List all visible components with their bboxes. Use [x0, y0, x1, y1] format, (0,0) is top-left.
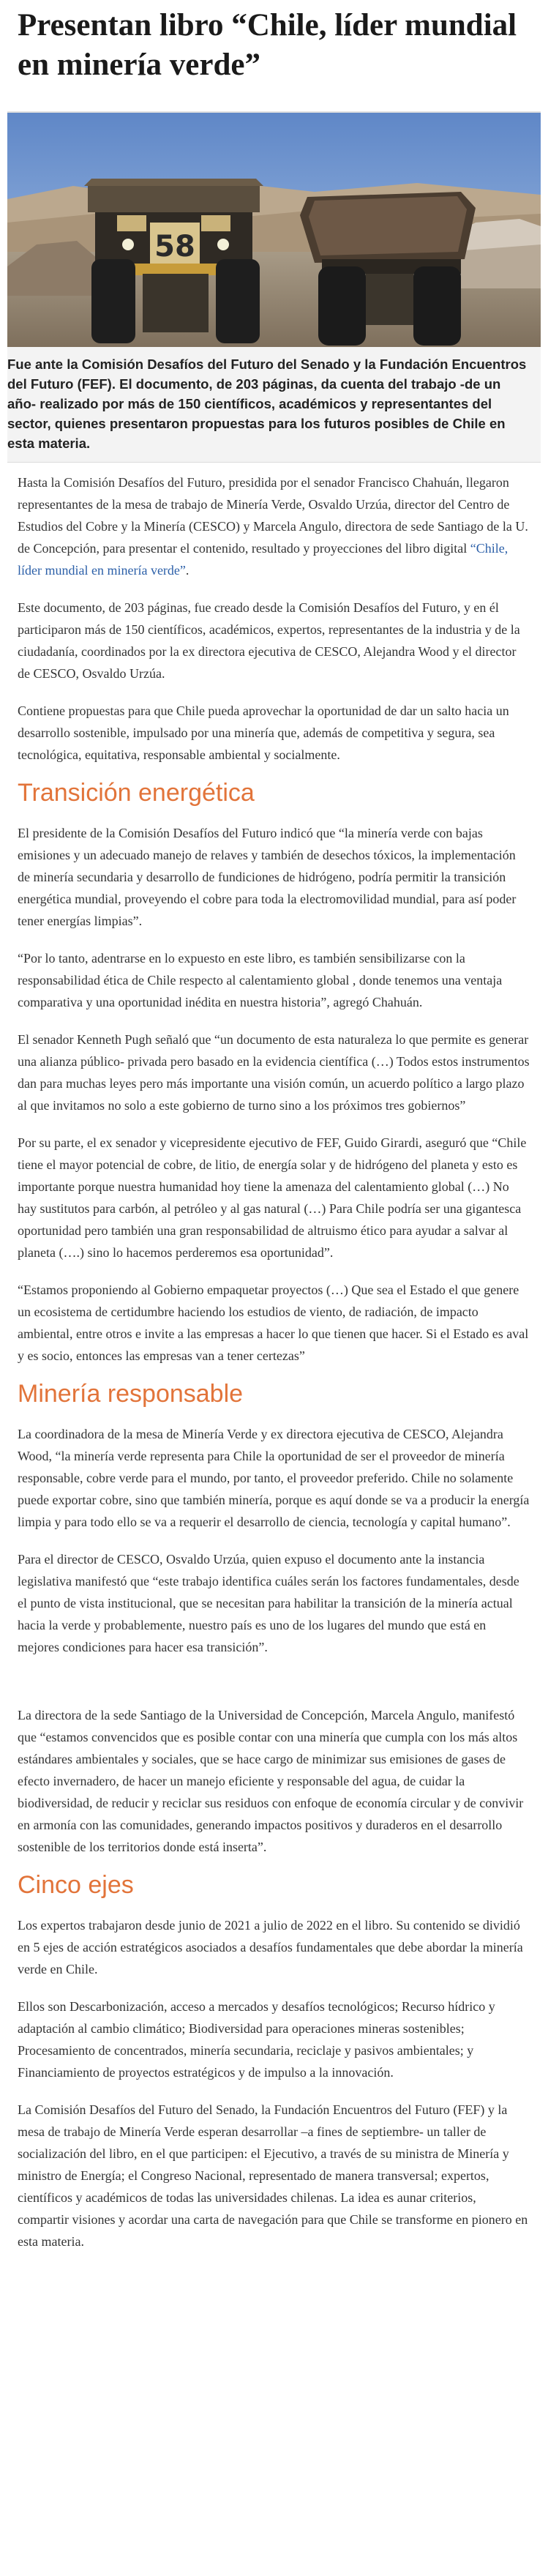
- truck-left: [84, 179, 263, 343]
- article-title: Presentan libro “Chile, líder mundial en minería verde”: [18, 8, 517, 82]
- intro-paragraph-1: [18, 471, 530, 581]
- paragraph: Ellos son Descarbonización, acceso a mercados y desafíos tecnológicos; Recurso hídrico y adaptación al cambio climático; Biodiversidad para operaciones mineras sostenibles; Procesamiento de concentrados, minería secundaria, reciclaje y pasivos ambientales; y Financiamiento de proyectos estratégicos y de impulso a la innovación.: [18, 1999, 495, 2080]
- intro-text-end: .: [185, 563, 189, 578]
- truck-number: 58: [154, 230, 195, 264]
- section-heading-ejes: Cinco ejes: [18, 1871, 134, 1899]
- image-caption: Fue ante la Comisión Desafíos del Futuro del Senado y la Fundación Encuentros del Futuro (FEF). El documento, de 203 páginas, da cuenta del trabajo -de un año- realizado por más de 150 científicos, académicos y representantes del sector, quienes presentaron propuestas para los futuros posibles de Chile en esta materia.: [7, 347, 541, 463]
- paragraph: La directora de la sede Santiago de la Universidad de Concepción, Marcela Angulo, manifestó que “estamos convencidos que es posible contar con una minería que cumpla con los más altos estándares ambientales y sociales, que se hace cargo de minimizar sus emisiones de gases de efecto invernadero, de hacer un manejo eficiente y responsable del agua, de cuidar la biodiversidad, de reducir y reciclar sus residuos con enfoque de economía circular y de convivir en armonía con las comunidades, generando impactos positivos y duraderos en el desarrollo sostenible de los territorios donde está inserta”.: [18, 1708, 524, 1854]
- mining-trucks-photo: [7, 113, 541, 347]
- paragraph: Para el director de CESCO, Osvaldo Urzúa, quien expuso el documento ante la instancia legislativa manifestó que “este trabajo identifica cuáles serán los factores fundamentales, desde el punto de vista institucional, que se necesitan para habilitar la transición de la minería actual hacia la verde y probablemente, nuestro país es uno de los lugares del mundo que está en mejores condiciones para hacer esa transición”.: [18, 1552, 519, 1654]
- article-body: [0, 463, 548, 2252]
- intro-paragraph-2: Este documento, de 203 páginas, fue creado desde la Comisión Desafíos del Futuro, y en él participaron más de 150 científicos, académicos, expertos, representantes de la industria y de la ciudadanía, coordinados por la ex directora ejecutiva de CESCO, Alejandra Wood y el director de CESCO, Osvaldo Urzúa.: [18, 600, 520, 681]
- paragraph: La Comisión Desafíos del Futuro del Senado, la Fundación Encuentros del Futuro (FEF) y la mesa de trabajo de Minería Verde esperan desarrollar –a fines de septiembre- un taller de socialización del libro, en el que participen: el Ejecutivo, a través de su ministra de Minería y ministro de Energía; el Congreso Nacional, representado de manera transversal; expertos, científicos y académicos de todas las universidades chilenas. La idea es aunar criterios, compartir visiones y acordar una carta de navegación para que Chile se transforme en pionero en esta materia.: [18, 2102, 528, 2249]
- paragraph: “Estamos proponiendo al Gobierno empaquetar proyectos (…) Que sea el Estado el que genere un ecosistema de certidumbre haciendo los estudios de viento, de radiación, de impacto ambiental, entre otros e invite a las empresas a hacer lo que tienen que hacer. Si el Estado es aval y es socio, entonces las empresas van a tener certezas”: [18, 1283, 529, 1363]
- paragraph: “Por lo tanto, adentrarse en lo expuesto en este libro, es también sensibilizarse con la responsabilidad ética de Chile respecto al calentamiento global , donde tenemos una ventaja comparativa y una oportunidad inédita en nuestra historia”, agregó Chahuán.: [18, 951, 503, 1009]
- truck-right: [300, 192, 476, 346]
- paragraph: El presidente de la Comisión Desafíos del Futuro indicó que “la minería verde con bajas emisiones y un adecuado manejo de relaves y también de desechos tóxicos, la implementación de minería secundaria y desarrollo de fundiciones de hidrógeno, podría permitir la transición energética mundial, proveyendo el cobre para toda la electromovilidad mundial, para así poder tener energías limpias”.: [18, 826, 517, 928]
- intro-text: Hasta la Comisión Desafíos del Futuro, presidida por el senador Francisco Chahuán, llegaron representantes de la mesa de trabajo de Minería Verde, Osvaldo Urzúa, director del Centro de Estudios del Cobre y la Minería (CESCO) y Marcela Angulo, directora de sede Santiago de la U. de Concepción, para presentar el contenido, resultado y proyecciones del libro digital: [18, 475, 528, 556]
- paragraph: Los expertos trabajaron desde junio de 2021 a julio de 2022 en el libro. Su contenido se dividió en 5 ejes de acción estratégicos asociados a desafíos fundamentales que debe abordar la minería verde en Chile.: [18, 1918, 523, 1976]
- book-link[interactable]: “Chile, líder mundial en minería verde”: [18, 541, 508, 578]
- paragraph: Por su parte, el ex senador y vicepresidente ejecutivo de FEF, Guido Girardi, aseguró que “Chile tiene el mayor potencial de cobre, de litio, de energía solar y de hidrógeno del planeta y esto es importante porque nuestra humanidad hoy tiene la amenaza del calentamiento global (…) No hay sustitutos para carbón, al petróleo y al gas natural (…) Para Chile podría ser una gigantesca oportunidad pero también una gran responsabilidad de altruismo ético para ayudar a salvar al planeta (….) sino lo hacemos perderemos esa oportunidad”.: [18, 1135, 527, 1260]
- section-heading-mineria: Minería responsable: [18, 1380, 244, 1408]
- blank-gap: [18, 1673, 530, 1704]
- intro-paragraph-3: Contiene propuestas para que Chile pueda aprovechar la oportunidad de dar un salto hacia un desarrollo sostenible, impulsado por una minería que, además de competitiva y segura, sea tecnológica, equitativa, responsable ambiental y socialmente.: [18, 703, 509, 762]
- paragraph: El senador Kenneth Pugh señaló que “un documento de esta naturaleza lo que permite es generar una alianza público- privada pero basado en la evidencia científica (…) Todos estos instrumentos dan para muchas leyes pero más importante una visión común, un acuerdo político a largo plazo al que invitamos no solo a este gobierno de turno sino a los próximos tres gobiernos”: [18, 1032, 530, 1113]
- section-heading-transicion: Transición energética: [18, 779, 255, 807]
- paragraph: La coordinadora de la mesa de Minería Verde y ex directora ejecutiva de CESCO, Alejandra Wood, “la minería verde representa para Chile la oportunidad de ser el proveedor de minería responsable, cobre verde para el mundo, por tanto, el proveedor preferido. Chile no solamente puede exportar cobre, sino que también minería, porque es aquí donde se va a producir la energía limpia y para todo ello se va a requerir el desarrollo de ciencia, tecnología y capital humano”.: [18, 1427, 530, 1529]
- hero-image: [7, 111, 541, 347]
